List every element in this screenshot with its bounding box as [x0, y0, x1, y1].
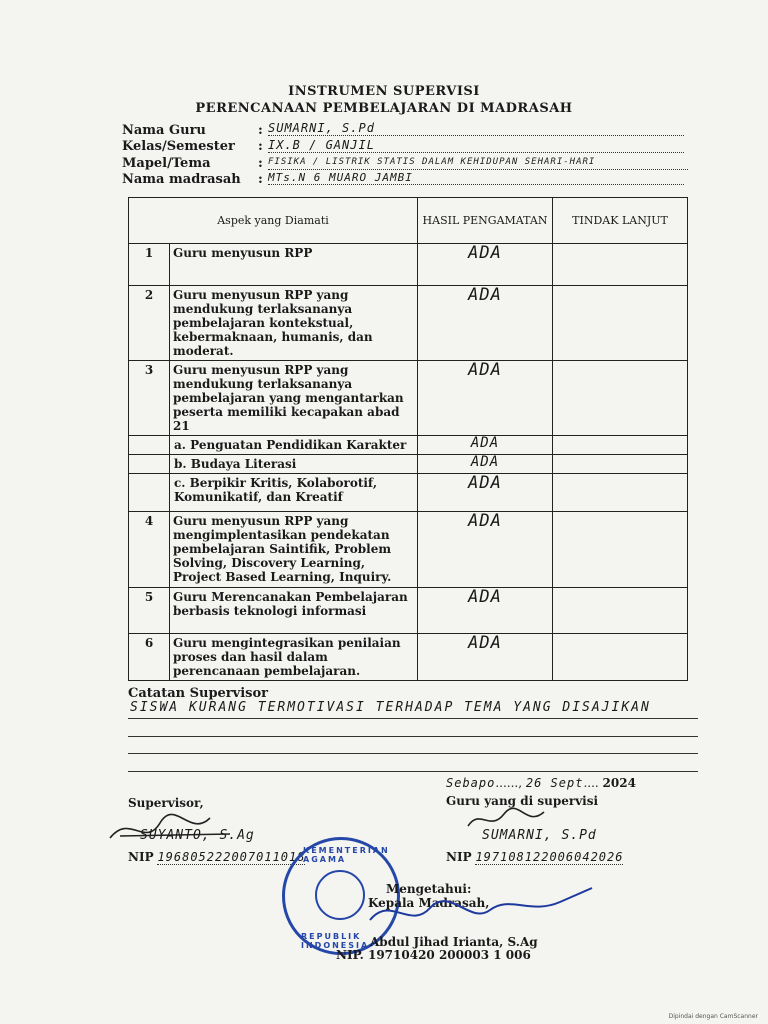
principal-signature: [360, 880, 600, 940]
row-number: 6: [129, 634, 170, 681]
colon: :: [258, 172, 263, 187]
supervisor-label: Supervisor,: [128, 796, 204, 810]
table-row: [129, 436, 688, 455]
follow-up-cell: [553, 512, 688, 588]
aspect-text: a. Penguatan Pendidikan Karakter: [170, 436, 418, 455]
colon: :: [258, 139, 263, 154]
nip-label: NIP: [128, 850, 154, 864]
aspect-text: Guru Merencanakan Pembelajaran berbasis teknologi informasi: [170, 588, 418, 634]
table-row: [129, 286, 688, 361]
observation-table: [128, 197, 688, 681]
class-semester-label: Kelas/Semester: [122, 139, 235, 154]
notes-line: [128, 736, 698, 737]
table-row: [129, 588, 688, 634]
row-number: [129, 455, 170, 474]
supervisor-nip-line: [128, 850, 305, 864]
colon: :: [258, 123, 263, 138]
aspect-text: Guru menyusun RPP: [170, 244, 418, 286]
date-line: Sebapo......, 26 Sept.... 2024: [446, 776, 636, 790]
supervisor-nip: 196805222007011018: [157, 850, 306, 864]
subject-theme-value: FISIKA / LISTRIK STATIS DALAM KEHIDUPAN SEHARI-HARI: [268, 155, 688, 170]
teacher-name-value: SUMARNI, S.Pd: [268, 121, 684, 136]
principal-label: Kepala Madrasah,: [368, 896, 490, 910]
result-value: ADA: [418, 286, 553, 361]
row-number: [129, 474, 170, 512]
follow-up-cell: [553, 474, 688, 512]
stamp-emblem: [315, 870, 365, 920]
follow-up-cell: [553, 286, 688, 361]
follow-up-cell: [553, 455, 688, 474]
document-title: INSTRUMEN SUPERVISI: [288, 84, 480, 99]
row-number: 3: [129, 361, 170, 436]
subject-theme-label: Mapel/Tema: [122, 156, 211, 171]
follow-up-cell: [553, 436, 688, 455]
teacher-nip: 197108122006042026: [475, 850, 624, 864]
place-value: Sebapo: [446, 776, 496, 790]
table-row: [129, 455, 688, 474]
result-value: ADA: [418, 634, 553, 681]
aspect-text: b. Budaya Literasi: [170, 455, 418, 474]
stamp-bottom-text: REPUBLIK INDONESIA: [301, 932, 370, 950]
result-value: ADA: [418, 474, 553, 512]
table-row: [129, 634, 688, 681]
teacher-supervised-label: Guru yang di supervisi: [446, 794, 599, 808]
class-semester-value: IX.B / GANJIL: [268, 138, 684, 153]
aspect-text: Guru menyusun RPP yang mendukung terlaksananya pembelajaran kontekstual, kebermaknaan, humanis, dan moderat.: [170, 286, 418, 361]
aspect-text: Guru menyusun RPP yang mendukung terlaksananya pembelajaran yang mengantarkan peserta memiliki kecapakan abad 21: [170, 361, 418, 436]
scanner-watermark: Dipindai dengan CamScanner: [668, 1013, 758, 1020]
result-value: ADA: [418, 588, 553, 634]
date-value: 26 Sept: [525, 776, 584, 790]
table-header-row: [129, 198, 688, 244]
notes-label: Catatan Supervisor: [128, 686, 268, 701]
result-value: ADA: [418, 244, 553, 286]
table-row: [129, 244, 688, 286]
table-row: [129, 512, 688, 588]
teacher-name-label: Nama Guru: [122, 123, 206, 138]
madrasah-name-label: Nama madrasah: [122, 172, 241, 187]
row-number: [129, 436, 170, 455]
year-value: 2024: [602, 776, 636, 790]
mengetahui-label: Mengetahui:: [386, 882, 472, 896]
notes-line: [128, 718, 698, 719]
notes-text: SISWA KURANG TERMOTIVASI TERHADAP TEMA YANG DISAJIKAN: [130, 700, 651, 715]
nip-label: NIP: [446, 850, 472, 864]
principal-nip: NIP. 19710420 200003 1 006: [336, 948, 531, 962]
follow-up-cell: [553, 244, 688, 286]
row-number: 2: [129, 286, 170, 361]
follow-up-header: TINDAK LANJUT: [553, 198, 688, 244]
supervisor-name: SUYANTO, S.Ag: [140, 828, 255, 843]
result-value: ADA: [418, 436, 553, 455]
follow-up-cell: [553, 634, 688, 681]
madrasah-name-value: MTs.N 6 MUARO JAMBI: [268, 171, 684, 185]
row-number: 1: [129, 244, 170, 286]
aspect-text: Guru mengintegrasikan penilaian proses dan hasil dalam perencanaan pembelajaran.: [170, 634, 418, 681]
result-value: ADA: [418, 361, 553, 436]
colon: :: [258, 156, 263, 171]
document-subtitle: PERENCANAAN PEMBELAJARAN DI MADRASAH: [195, 101, 573, 116]
result-value: ADA: [418, 512, 553, 588]
result-header: HASIL PENGAMATAN: [418, 198, 553, 244]
notes-line: [128, 753, 698, 754]
stamp-top-text: KEMENTERIAN AGAMA: [303, 846, 390, 864]
follow-up-cell: [553, 588, 688, 634]
table-row: [129, 361, 688, 436]
teacher-name-signed: SUMARNI, S.Pd: [482, 828, 597, 843]
aspect-text: c. Berpikir Kritis, Kolaborotif, Komunikatif, dan Kreatif: [170, 474, 418, 512]
principal-name: Abdul Jihad Irianta, S.Ag: [370, 935, 538, 949]
teacher-nip-line: [446, 850, 623, 864]
result-value: ADA: [418, 455, 553, 474]
table-row: [129, 474, 688, 512]
notes-line: [128, 771, 698, 772]
aspect-text: Guru menyusun RPP yang mengimplentasikan pendekatan pembelajaran Saintifik, Problem Solving, Discovery Learning, Project Based Learning, Inquiry.: [170, 512, 418, 588]
row-number: 4: [129, 512, 170, 588]
follow-up-cell: [553, 361, 688, 436]
row-number: 5: [129, 588, 170, 634]
aspect-header: Aspek yang Diamati: [129, 198, 418, 244]
